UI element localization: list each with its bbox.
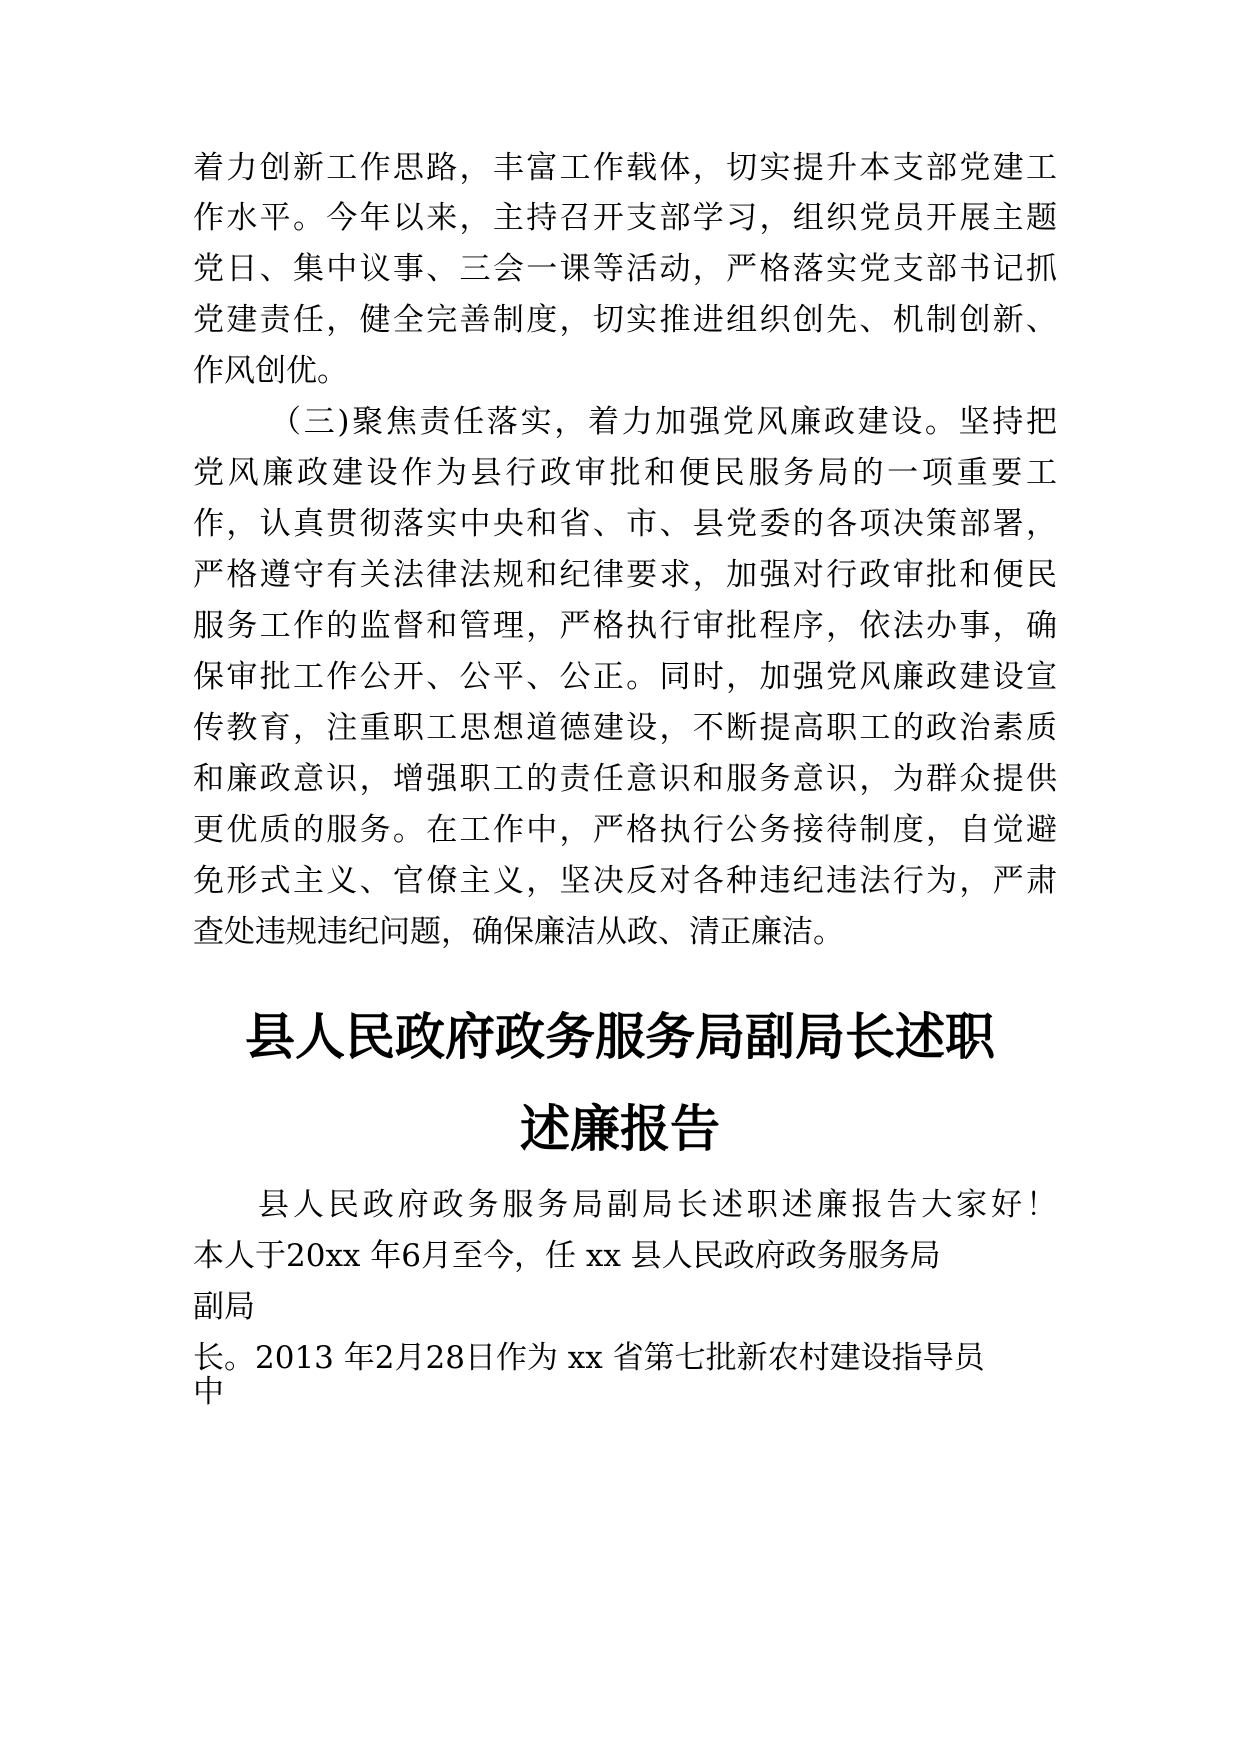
text-line: 免形式主义、官僚主义，坚决反对各种违纪违法行为，严肃 [193,863,1057,899]
text-line: 更优质的服务。在工作中，严格执行公务接待制度，自觉避 [193,812,1057,848]
text-line: 副局 [193,1289,255,1325]
text-line: 县人民政府政务服务局副局长述职述廉报告大家好！ [258,1187,1057,1223]
text-line: 严格遵守有关法律法规和纪律要求，加强对行政审批和便民 [193,557,1057,593]
text-line: 作水平。今年以来，主持召开支部学习，组织党员开展主题 [193,200,1057,236]
text-line: 查处违规违纪问题，确保廉洁从政、清正廉洁。 [193,914,844,950]
text-line: 党建责任，健全完善制度，切实推进组织创先、机制创新、 [193,302,1057,338]
text-line: 和廉政意识，增强职工的责任意识和服务意识，为群众提供 [193,761,1057,797]
text-line: 本人于20xx 年6月至今，任 xx 县人民政府政务服务局 [193,1238,941,1274]
text-line: 长。2013 年2月28日作为 xx 省第七批新农村建设指导员 [193,1340,985,1376]
text-line: （三)聚焦责任落实，着力加强党风廉政建设。坚持把 [270,404,1057,440]
text-line: 作，认真贯彻落实中央和省、市、县党委的各项决策部署， [193,506,1057,542]
text-line: 保审批工作公开、公平、公正。同时，加强党风廉政建设宣 [193,659,1057,695]
text-line: 传教育，注重职工思想道德建设，不断提高职工的政治素质 [193,710,1057,746]
text-line: 着力创新工作思路，丰富工作载体，切实提升本支部党建工 [193,150,1057,186]
text-line: 服务工作的监督和管理，严格执行审批程序，依法办事，确 [193,608,1057,644]
text-line: 党风廉政建设作为县行政审批和便民服务局的一项重要工 [193,455,1057,491]
report-title-line-1: 县人民政府政务服务局副局长述职 [245,1008,995,1066]
report-title-line-2: 述廉报告 [520,1100,720,1158]
text-line: 中 [193,1374,224,1410]
text-line: 作风创优。 [193,353,348,389]
text-line: 党日、集中议事、三会一课等活动，严格落实党支部书记抓 [193,251,1057,287]
